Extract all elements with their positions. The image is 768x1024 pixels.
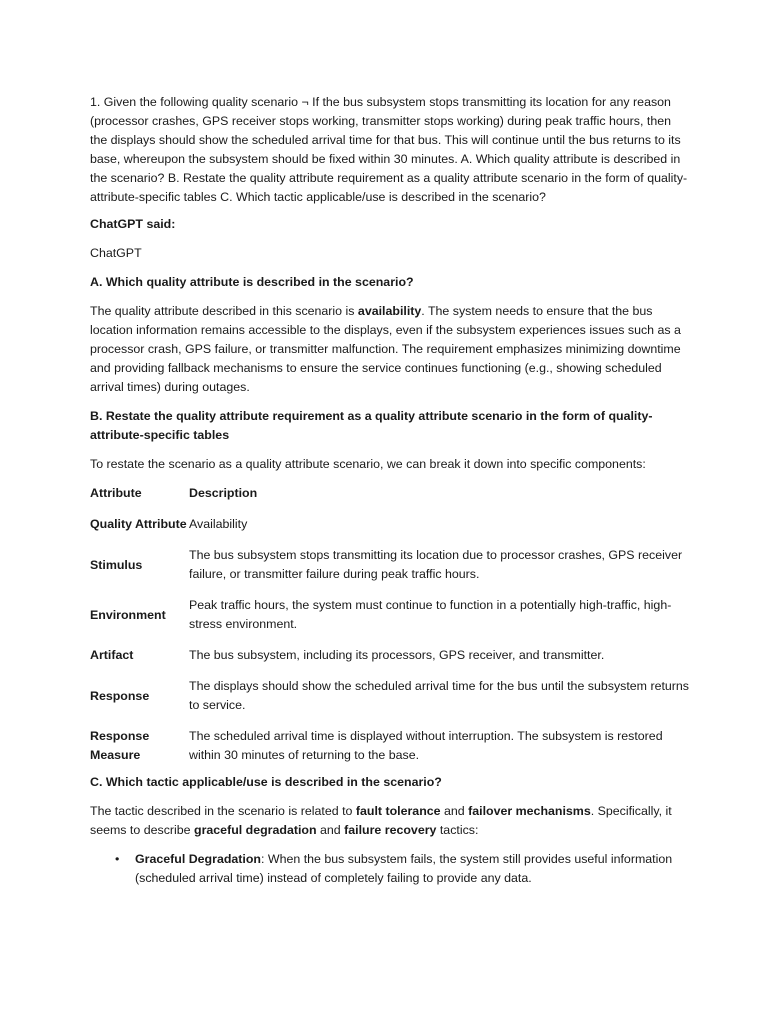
section-a-text-2: . The system needs to ensure that the bus location information remains accessible to the displays, even if the subsystem experiences issues such as a processor crash, GPS failure, or transmitter malfunction. The requirement emphasizes minimizing downtime and providing fallback mechanisms to ensure the service continues functioning (e.g., showing scheduled arrival times) during outages. xyxy=(90,304,681,394)
document-content xyxy=(90,93,690,888)
failure-recovery-term: failure recovery xyxy=(344,823,437,837)
row-description: The bus subsystem, including its processors, GPS receiver, and transmitter. xyxy=(189,648,605,662)
section-b-heading: B. Restate the quality attribute requirement as a quality attribute scenario in the form of quality-attribute-specific tables xyxy=(90,409,653,442)
row-attribute: Environment xyxy=(90,607,166,622)
row-attribute: Artifact xyxy=(90,648,134,662)
table-row xyxy=(90,546,690,596)
table-row xyxy=(90,515,690,546)
row-attribute: Quality Attribute xyxy=(90,517,187,531)
section-a-paragraph xyxy=(90,302,690,397)
table-row xyxy=(90,677,690,727)
section-b-intro: To restate the scenario as a quality attribute scenario, we can break it down into specific components: xyxy=(90,457,646,471)
tactics-list xyxy=(90,850,690,888)
attribute-header: Attribute xyxy=(90,486,142,500)
row-description: The displays should show the scheduled arrival time for the bus until the subsystem returns to service. xyxy=(189,679,690,712)
table-row xyxy=(90,727,690,765)
row-description: Availability xyxy=(189,517,248,531)
question-text: 1. Given the following quality scenario ¬ If the bus subsystem stops transmitting its location for any reason (processor crashes, GPS receiver stops working, transmitter stops working) during peak traffic hours, then the displays should show the scheduled arrival time for that bus. This will continue until the bus returns to its base, whereupon the subsystem should be fixed within 30 minutes. A. Which quality attribute is described in the scenario? B. Restate the quality attribute requirement as a quality attribute scenario in the form of quality-attribute-specific tables C. Which tactic applicable/use is described in the scenario? xyxy=(90,95,688,204)
section-a-text-1: The quality attribute described in this scenario is xyxy=(90,304,358,318)
table-row xyxy=(90,596,690,646)
row-description: The bus subsystem stops transmitting its location due to processor crashes, GPS receiver failure, or transmitter failure during peak traffic hours. xyxy=(189,548,683,581)
row-attribute: Response Measure xyxy=(90,729,150,762)
fault-tolerance-term: fault tolerance xyxy=(355,804,441,818)
bullet-text: : When the bus subsystem fails, the system still provides useful information (scheduled arrival time) instead of completely failing to provide any data. xyxy=(135,852,673,885)
description-header: Description xyxy=(189,486,258,500)
table-header-row xyxy=(90,484,690,515)
list-item xyxy=(115,850,690,888)
row-description: The scheduled arrival time is displayed without interruption. The subsystem is restored within 30 minutes of returning to the base. xyxy=(189,729,663,762)
failover-mechanisms-term: failover mechanisms xyxy=(468,804,591,818)
row-attribute: Response xyxy=(90,688,150,703)
section-c-text-3: . Specifically, it seems to describe xyxy=(90,804,672,837)
bullet-title: Graceful Degradation xyxy=(135,852,261,866)
graceful-degradation-term: graceful degradation xyxy=(194,823,317,837)
section-c-text-2: and xyxy=(440,804,469,818)
chatgpt-said-label: ChatGPT said: xyxy=(90,217,176,231)
table-row xyxy=(90,646,690,677)
row-description: Peak traffic hours, the system must continue to function in a potentially high-traffic, high-stress environment. xyxy=(189,598,672,631)
section-c-heading: C. Which tactic applicable/use is described in the scenario? xyxy=(90,775,442,789)
chatgpt-label: ChatGPT xyxy=(90,246,142,260)
section-c-text-5: tactics: xyxy=(436,823,479,837)
quality-attribute-table xyxy=(90,484,690,765)
row-attribute: Stimulus xyxy=(90,557,143,572)
section-c-text-1: The tactic described in the scenario is related to xyxy=(90,804,356,818)
section-c-paragraph xyxy=(90,802,690,840)
availability-term: availability xyxy=(357,304,422,318)
section-a-heading: A. Which quality attribute is described in the scenario? xyxy=(90,275,414,289)
bullet-icon: • xyxy=(115,852,120,866)
section-c-text-4: and xyxy=(316,823,345,837)
